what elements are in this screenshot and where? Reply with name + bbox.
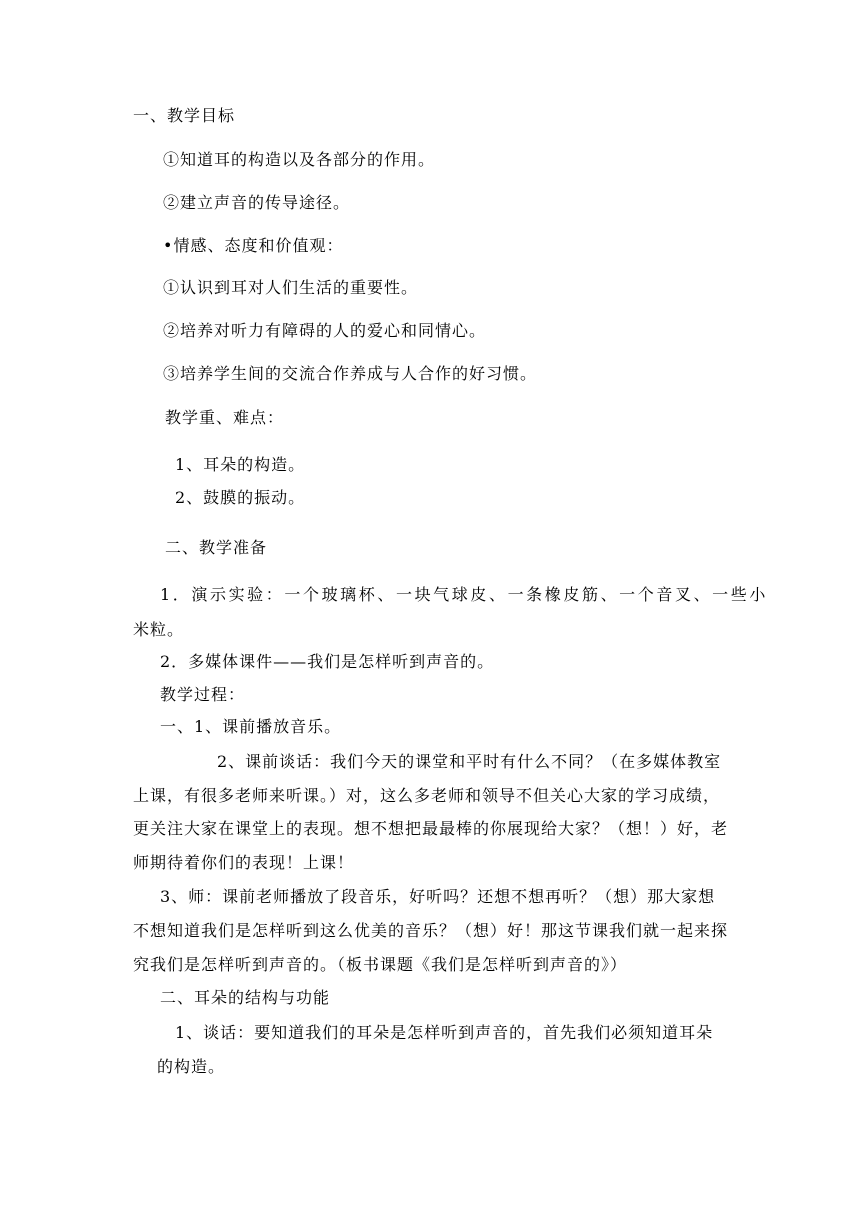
key-point-item: 2、鼓膜的振动。	[175, 488, 306, 507]
section-heading-objectives: 一、教学目标	[133, 106, 236, 125]
emotion-item: ①认识到耳对人们生活的重要性。	[163, 278, 419, 297]
process-paragraph-line: 师期待着你们的表现！上课！	[133, 853, 355, 872]
objective-item: ②建立声音的传导途径。	[163, 193, 351, 212]
process-paragraph-line: 3、师：课前老师播放了段音乐，好听吗？还想不想再听？（想）那大家想	[160, 887, 716, 906]
process-paragraph-line: 上课，有很多老师来听课。）对，这么多老师和领导不但关心大家的学习成绩，	[133, 786, 721, 805]
ear-paragraph-line: 的构造。	[157, 1057, 226, 1076]
emotion-item: ③培养学生间的交流合作养成与人合作的好习惯。	[163, 364, 538, 383]
process-paragraph-line: 更关注大家在课堂上的表现。想不想把最最棒的你展现给大家？（想！）好，老	[133, 819, 729, 838]
emotion-item: ②培养对听力有障碍的人的爱心和同情心。	[163, 321, 487, 340]
section-heading-preparation: 二、教学准备	[165, 538, 268, 557]
objective-item: ①知道耳的构造以及各部分的作用。	[163, 150, 436, 169]
section-heading-ear-structure: 二、耳朵的结构与功能	[160, 988, 331, 1007]
process-paragraph-line: 不想知道我们是怎样听到这么优美的音乐？（想）好！那这节课我们就一起来探	[133, 921, 729, 940]
subheading-emotion-values: •情感、态度和价值观：	[163, 236, 344, 255]
process-step: 一、1、课前播放音乐。	[160, 717, 342, 736]
preparation-item: 1．演示实验：一个玻璃杯、一块气球皮、一条橡皮筋、一个音叉、一些小	[160, 585, 768, 604]
process-paragraph-line: 究我们是怎样听到声音的。（板书课题《我们是怎样听到声音的》）	[133, 955, 628, 974]
key-point-item: 1、耳朵的构造。	[175, 455, 306, 474]
preparation-item: 2．多媒体课件——我们是怎样听到声音的。	[160, 652, 495, 671]
ear-paragraph-line: 1、谈话：要知道我们的耳朵是怎样听到声音的，首先我们必须知道耳朵	[175, 1023, 714, 1042]
subheading-key-points: 教学重、难点：	[165, 408, 285, 427]
preparation-item-continued: 米粒。	[133, 620, 185, 639]
subheading-process: 教学过程：	[160, 685, 246, 704]
process-paragraph-line: 2、课前谈话：我们今天的课堂和平时有什么不同？（在多媒体教室	[217, 752, 722, 771]
